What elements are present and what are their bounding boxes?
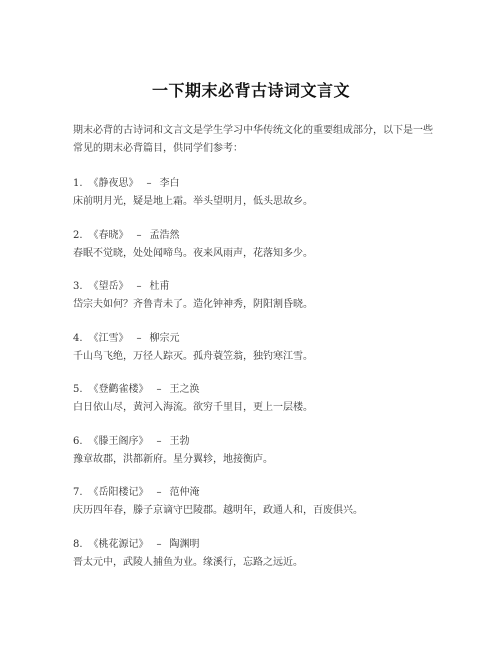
item-text: 庆历四年春，滕子京谪守巴陵郡。越明年，政通人和，百废俱兴。 bbox=[73, 505, 363, 516]
item-number: 5. bbox=[73, 384, 83, 395]
item-number: 1. bbox=[73, 178, 83, 189]
item-number: 4. bbox=[73, 332, 83, 344]
list-item bbox=[73, 278, 438, 330]
list-item bbox=[73, 381, 438, 433]
work-title: 《岳阳楼记》 bbox=[88, 487, 149, 498]
list-item bbox=[73, 227, 438, 279]
author-name: 王勃 bbox=[169, 435, 190, 447]
author-name: 柳宗元 bbox=[149, 332, 180, 344]
separator: – bbox=[136, 332, 142, 344]
item-text: 岱宗夫如何？齐鲁青未了。造化钟神秀，阴阳割昏晓。 bbox=[73, 299, 313, 310]
item-text: 白日依山尽，黄河入海流。欲穷千里目，更上一层楼。 bbox=[73, 402, 313, 413]
item-heading bbox=[73, 175, 438, 193]
work-title: 《静夜思》 bbox=[88, 178, 139, 189]
author-name: 李白 bbox=[159, 178, 180, 189]
work-title: 《登鹳雀楼》 bbox=[88, 384, 149, 395]
author-name: 王之涣 bbox=[169, 384, 200, 395]
separator: – bbox=[156, 384, 162, 395]
list-item bbox=[73, 330, 438, 382]
intro-paragraph: 期末必背的古诗词和文言文是学生学习中华传统文化的重要组成部分，以下是一些常见的期末必背篇目，供同学们参考： bbox=[73, 125, 433, 154]
separator: – bbox=[156, 487, 162, 498]
item-text: 千山鸟飞绝，万径人踪灭。孤舟蓑笠翁，独钓寒江雪。 bbox=[73, 350, 313, 362]
item-heading bbox=[73, 381, 438, 399]
item-number: 2. bbox=[73, 229, 83, 241]
item-heading bbox=[73, 433, 438, 451]
separator: – bbox=[146, 178, 152, 189]
work-title: 《春晓》 bbox=[88, 229, 129, 241]
item-text: 春眠不觉晓，处处闻啼鸟。夜来风雨声，花落知多少。 bbox=[73, 247, 313, 259]
item-number: 8. bbox=[73, 538, 83, 550]
list-item bbox=[73, 433, 438, 485]
work-title: 《滕王阁序》 bbox=[88, 435, 149, 447]
work-title: 《桃花源记》 bbox=[88, 538, 149, 550]
item-number: 3. bbox=[73, 281, 83, 292]
item-number: 7. bbox=[73, 487, 83, 498]
separator: – bbox=[136, 281, 142, 292]
separator: – bbox=[156, 435, 162, 447]
list-item bbox=[73, 175, 438, 227]
separator: – bbox=[156, 538, 162, 550]
item-heading bbox=[73, 536, 438, 554]
separator: – bbox=[136, 229, 142, 241]
item-number: 6. bbox=[73, 435, 83, 447]
item-heading bbox=[73, 330, 438, 348]
page-title: 一下期末必背古诗词文言文 bbox=[151, 81, 350, 100]
item-heading bbox=[73, 484, 438, 502]
poem-list bbox=[73, 175, 438, 587]
work-title: 《望岳》 bbox=[88, 281, 129, 292]
work-title: 《江雪》 bbox=[88, 332, 129, 344]
author-name: 孟浩然 bbox=[149, 229, 180, 241]
item-text: 床前明月光，疑是地上霜。举头望明月，低头思故乡。 bbox=[73, 196, 313, 207]
list-item bbox=[73, 536, 438, 588]
list-item bbox=[73, 484, 438, 536]
author-name: 范仲淹 bbox=[169, 487, 200, 498]
item-heading bbox=[73, 278, 438, 296]
item-text: 晋太元中，武陵人捕鱼为业。缘溪行，忘路之远近。 bbox=[73, 556, 303, 568]
item-heading bbox=[73, 227, 438, 245]
author-name: 杜甫 bbox=[149, 281, 170, 292]
item-text: 豫章故郡，洪都新府。星分翼轸，地接衡庐。 bbox=[73, 453, 273, 465]
author-name: 陶渊明 bbox=[169, 538, 200, 550]
